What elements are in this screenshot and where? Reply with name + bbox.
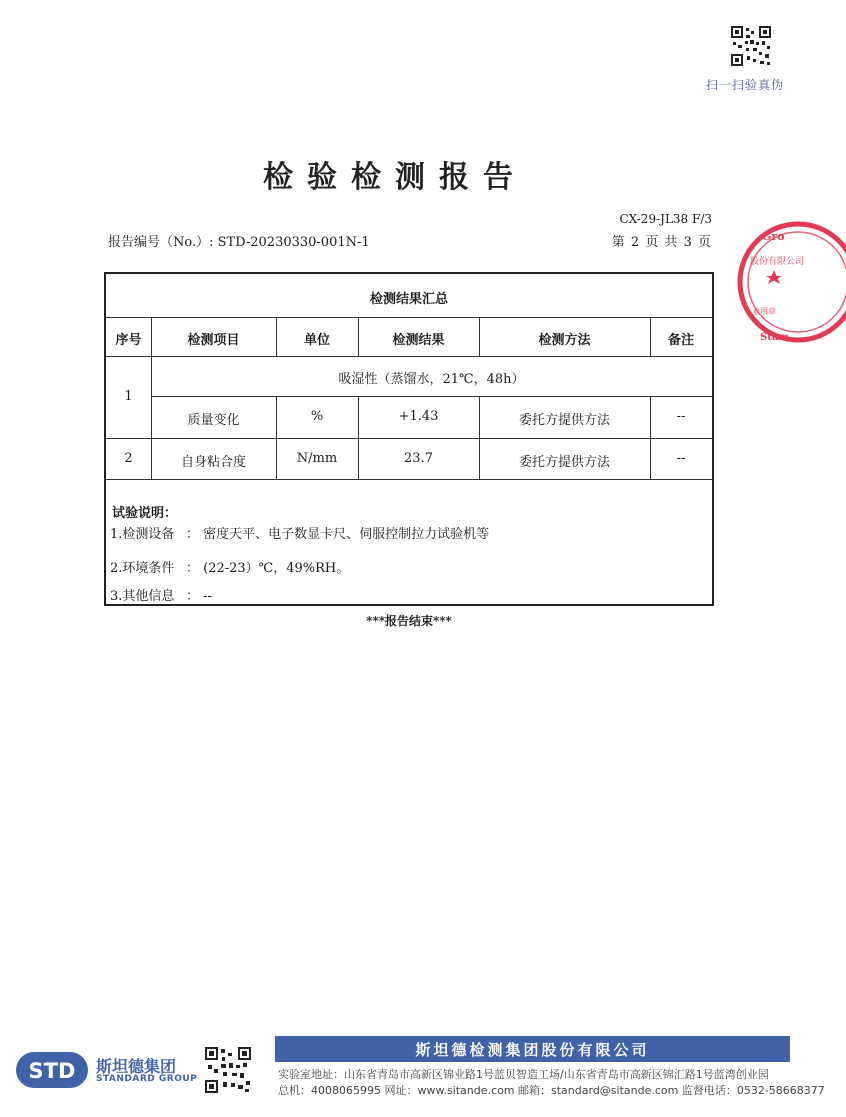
- form-code: CX-29-JL38 F/3: [619, 212, 712, 226]
- verification-qr-code[interactable]: [731, 26, 771, 66]
- results-table: [104, 272, 714, 606]
- svg-text:Gro: Gro: [762, 230, 785, 243]
- table-rule: [151, 396, 712, 397]
- svg-text:业用章: 业用章: [752, 307, 776, 316]
- environment-value: ： (22-23）℃，49%RH。: [186, 561, 350, 576]
- svg-text:股份有限公司: 股份有限公司: [750, 257, 805, 267]
- table-rule: [106, 438, 712, 439]
- column-header-item: 检测项目: [187, 333, 240, 348]
- company-seal-stamp: [736, 212, 846, 352]
- table-title: 检测结果汇总: [369, 292, 448, 307]
- std-logo-icon: [16, 1050, 88, 1090]
- qr-caption: 扫一扫验真伪: [706, 78, 785, 92]
- document-title: 检验检测报告: [263, 160, 527, 195]
- notes-heading: 试验说明：: [112, 506, 178, 521]
- test-remark: --: [676, 409, 686, 424]
- footer-company-name: 斯坦德检测集团股份有限公司: [415, 1041, 650, 1059]
- column-header-no: 序号: [115, 333, 142, 348]
- other-info-value: ： --: [186, 589, 212, 604]
- table-rule: [106, 356, 712, 357]
- test-condition: 吸湿性（蒸馏水，21℃，48h）: [338, 372, 525, 387]
- report-end-marker: ***报告结束***: [366, 614, 452, 628]
- report-number: 报告编号（No.）: STD-20230330-001N-1: [108, 235, 370, 250]
- test-method: 委托方提供方法: [518, 455, 610, 470]
- equipment-value: ： 密度天平、电子数显卡尺、伺服控制拉力试验机等: [186, 527, 490, 542]
- std-logo-mark: STD: [28, 1059, 76, 1083]
- logo-english-name: STANDARD GROUP: [96, 1074, 198, 1084]
- equipment-label: 1.检测设备: [110, 527, 175, 542]
- table-rule: [106, 479, 712, 480]
- test-result: +1.43: [398, 409, 439, 424]
- column-header-remark: 备注: [667, 333, 694, 348]
- test-item: 质量变化: [187, 413, 240, 428]
- footer-address: 实验室地址：山东省青岛市高新区锦业路1号蓝贝智造工场/山东省青岛市高新区锦汇路1号蓝湾创业园: [278, 1068, 769, 1081]
- column-header-unit: 单位: [303, 333, 330, 348]
- test-method: 委托方提供方法: [518, 413, 610, 428]
- test-unit: %: [310, 409, 324, 424]
- test-remark: --: [676, 451, 686, 466]
- logo-chinese-name: 斯坦德集团: [96, 1057, 177, 1076]
- row-number: 2: [124, 451, 133, 466]
- column-header-result: 检测结果: [392, 333, 445, 348]
- page-indicator: 第 2 页 共 3 页: [611, 235, 712, 250]
- footer-contact: 总机：4008065995 网址：www.sitande.com 邮箱：standard@sitande.com 监督电话：0532-58668377: [278, 1084, 825, 1097]
- test-result: 23.7: [404, 451, 433, 466]
- test-unit: N/mm: [296, 451, 338, 466]
- footer-qr-code[interactable]: [205, 1047, 251, 1093]
- column-header-method: 检测方法: [538, 333, 591, 348]
- test-item: 自身粘合度: [180, 455, 246, 470]
- other-info-label: 3.其他信息: [110, 589, 175, 604]
- row-number: 1: [124, 389, 133, 404]
- table-rule: [106, 317, 712, 318]
- environment-label: 2.环境条件: [110, 561, 175, 576]
- svg-text:Stam: Stam: [760, 332, 789, 343]
